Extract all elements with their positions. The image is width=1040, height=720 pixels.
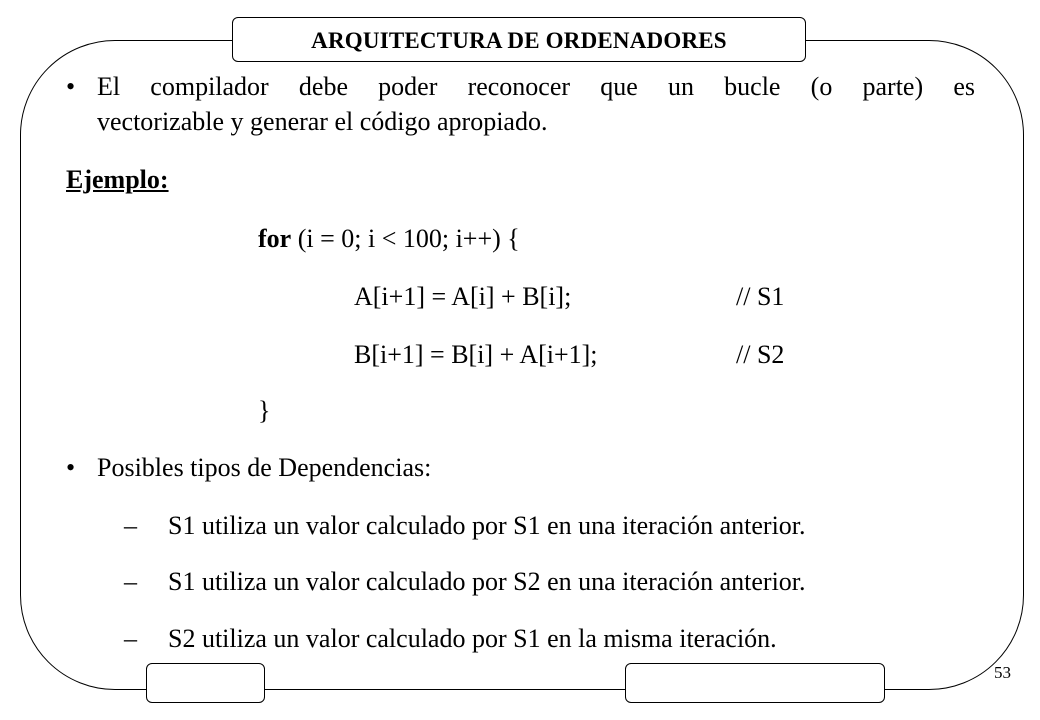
dependency-item-1: S1 utiliza un valor calculado por S1 en una iteración anterior.: [168, 511, 806, 540]
code-for-line: [258, 224, 520, 254]
code-for-header: (i = 0; i < 100; i++) {: [291, 224, 520, 253]
code-s1-comment: // S1: [736, 282, 785, 311]
slide-title: ARQUITECTURA DE ORDENADORES: [311, 28, 727, 53]
dependencies-bullet: •: [66, 453, 76, 482]
footer-left-box: [146, 663, 265, 703]
code-closing-brace: }: [258, 396, 271, 425]
intro-bullet: •: [66, 72, 76, 101]
footer-right-box: [625, 663, 885, 703]
page-number: 53: [994, 663, 1011, 682]
code-for-keyword: for: [258, 224, 292, 253]
dependency-dash-1: –: [124, 511, 137, 540]
slide-title-box: [232, 17, 806, 62]
example-heading: Ejemplo:: [66, 165, 169, 194]
intro-line-1: El compilador debe poder reconocer que un bucle (o parte) es: [97, 72, 975, 101]
dependency-item-2: S1 utiliza un valor calculado por S2 en una iteración anterior.: [168, 567, 806, 596]
dependency-dash-3: –: [124, 624, 137, 653]
dependency-dash-2: –: [124, 567, 137, 596]
code-s2-comment: // S2: [736, 340, 785, 369]
code-s1-statement: A[i+1] = A[i] + B[i];: [354, 282, 572, 311]
code-s2-statement: B[i+1] = B[i] + A[i+1];: [354, 340, 598, 369]
intro-line-2: vectorizable y generar el código apropiado.: [97, 107, 548, 136]
dependencies-title: Posibles tipos de Dependencias:: [97, 453, 432, 482]
dependency-item-3: S2 utiliza un valor calculado por S1 en la misma iteración.: [168, 624, 777, 653]
